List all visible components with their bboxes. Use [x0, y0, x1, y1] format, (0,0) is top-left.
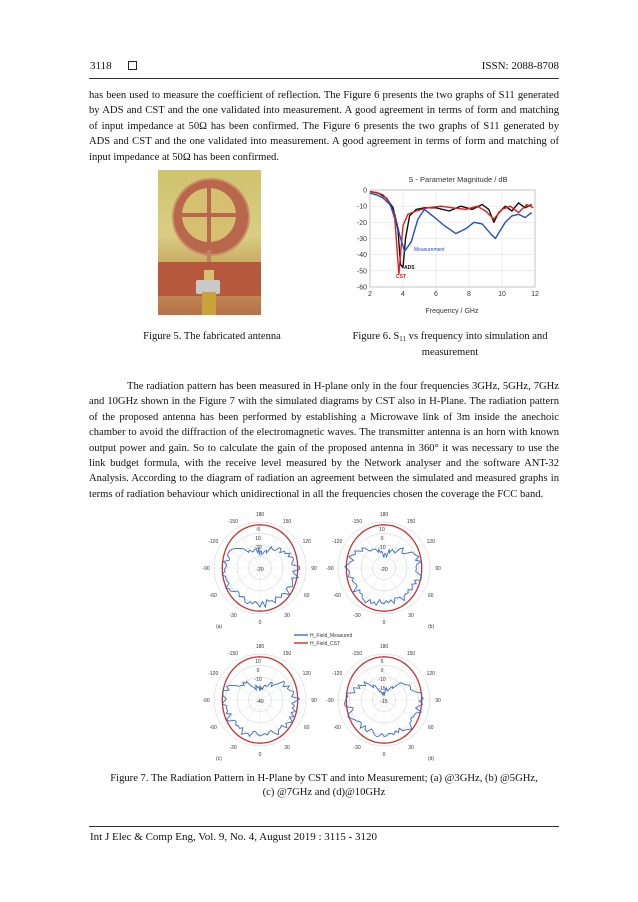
polar-angle-label: 30 [408, 612, 414, 619]
polar-angle-label: 120 [426, 671, 435, 677]
page-number: 3118 [90, 60, 112, 72]
figure-6-caption [340, 330, 560, 360]
polar-radial-tick: 0 [380, 668, 384, 675]
polar-angle-label: -90 [326, 566, 334, 572]
polar-angle-label: 150 [282, 519, 292, 526]
polar-angle-label: -90 [202, 566, 210, 572]
y-tick-label: -10 [356, 203, 367, 211]
polar-angle-label: 60 [303, 725, 310, 731]
polar-angle-label: -150 [351, 519, 363, 526]
polar-radial-tick: -10 [378, 545, 386, 552]
issn: ISSN: 2088-8708 [481, 60, 559, 72]
polar-angle-label: 180 [379, 512, 389, 518]
polar-radial-tick: -10 [378, 677, 386, 684]
radiation-pattern-figure [198, 512, 446, 764]
polar-angle-label: 60 [427, 725, 434, 731]
polar-angle-label: -30 [353, 744, 361, 751]
y-tick-label: -60 [356, 284, 367, 292]
polar-angle-label: 0 [382, 752, 386, 758]
figure-7-caption-line-2: (c) @7GHz and (d)@10GHz [262, 787, 386, 798]
paragraph-2: The radiation pattern has been measured in H-plane only in the four frequencies 3GHz, 5GHz, 7GHz and 10GHz shown in the Figure 7 with the simulated diagrams by CST also in H-Plane. The radiation pattern of the proposed antenna has been performed by establishing a Microwave link of 3m inside the anechoic chamber to avoid the diffraction of the electromagnetic waves. The transmitter antenna is an horn with known output power and gain. So to calculate the gain of the proposed antenna in 360° it was necessary to use the link budget formula, with the receive level measured by the Network analyser and the software ANT-32 Analysis. According to the diagram of radiation an agreement between the simulated and measured graphs in terms of radiation behaviour which unidirectional in all the frequencies chosen the coverage the FCC band. [89, 381, 559, 500]
polar-panel-label: (b) [428, 624, 435, 630]
polar-center-tick: -15 [380, 699, 388, 705]
polar-angle-label: -120 [332, 671, 343, 677]
x-tick-label: 2 [368, 291, 372, 298]
polar-angle-label: 0 [258, 752, 262, 758]
polar-angle-label: -30 [353, 612, 361, 619]
annotation-ads: ADS [404, 265, 415, 271]
polar-radial-tick: -5 [255, 527, 261, 534]
polar-angle-label: 30 [408, 744, 414, 751]
polar-angle-label: -30 [229, 612, 237, 619]
x-axis-label: Frequency / GHz [425, 308, 479, 315]
x-tick-label: 4 [401, 291, 405, 298]
chart-title: S - Parameter Magnitude / dB [408, 175, 508, 184]
figure-7-caption-line-1: Figure 7. The Radiation Pattern in H-Plane by CST and into Measurement; (a) @3GHz, (b) @5GHz, [110, 773, 538, 784]
polar-radial-tick: -20 [254, 545, 262, 552]
polar-radial-tick: 10 [255, 659, 261, 666]
legend-measured: H_Field_Measured [310, 633, 353, 639]
polar-angle-label: 120 [302, 671, 311, 677]
polar-angle-label: -60 [333, 593, 341, 599]
polar-radial-tick: 5 [380, 659, 384, 666]
footer-citation: Int J Elec & Comp Eng, Vol. 9, No. 4, August 2019 : 3115 - 3120 [90, 831, 378, 843]
polar-angle-label: 150 [282, 651, 292, 658]
polar-angle-label: 60 [427, 593, 434, 599]
polar-radial-tick: 10 [379, 527, 385, 534]
x-tick-label: 10 [498, 291, 506, 298]
polar-angle-label: -60 [209, 593, 217, 599]
polar-angle-label: -150 [351, 651, 363, 658]
y-tick-label: -40 [356, 252, 367, 260]
polar-angle-label: -150 [227, 651, 239, 658]
header-square-icon [128, 61, 137, 70]
polar-radial-tick: -10 [254, 677, 262, 684]
s11-chart [340, 170, 560, 320]
y-tick-label: -30 [356, 236, 367, 243]
figure-6-caption-post: vs frequency into simulation and measurement [406, 331, 548, 358]
polar-angle-label: 90 [311, 566, 317, 572]
polar-angle-label: 150 [406, 519, 416, 526]
polar-radial-tick: 10 [255, 536, 261, 543]
polar-angle-label: 120 [426, 539, 435, 545]
figure-5-caption: Figure 5. The fabricated antenna [143, 331, 281, 342]
polar-angle-label: -90 [202, 698, 210, 704]
polar-angle-label: -120 [332, 539, 343, 545]
polar-angle-label: -90 [326, 698, 334, 704]
polar-center-tick: -20 [380, 567, 388, 573]
polar-angle-label: 180 [379, 644, 389, 650]
polar-angle-label: 0 [258, 620, 262, 626]
polar-angle-label: 0 [382, 620, 386, 626]
polar-radial-tick: 0 [380, 536, 384, 543]
figure-6-caption-pre: Figure 6. S [352, 331, 400, 342]
footer-rule [89, 826, 559, 827]
polar-angle-label: -120 [208, 539, 219, 545]
polar-angle-label: 30 [284, 612, 290, 619]
polar-center-tick: -40 [256, 699, 264, 705]
polar-panel-label: (c) [216, 756, 222, 762]
polar-radial-tick: -15 [378, 686, 386, 693]
polar-panel-label: (a) [216, 624, 223, 630]
paragraph-1: has been used to measure the coefficient of reflection. The Figure 6 presents the two graphs of S11 generated by ADS and CST and the one validated into measurement. A good agreement in terms of form and matching of input impedance at 50Ω has been confirmed. The Figure 6 presents the two graphs of S11 generated by ADS and CST and the one validated into measurement. A good agreement in terms of form and matching of input impedance at 50Ω has been confirmed. [89, 90, 559, 163]
x-tick-label: 12 [531, 291, 539, 298]
polar-angle-label: 60 [303, 593, 310, 599]
annotation-measurement: Measurement [414, 247, 445, 253]
polar-angle-label: 120 [302, 539, 311, 545]
polar-angle-label: -60 [333, 725, 341, 731]
polar-angle-label: -150 [227, 519, 239, 526]
polar-angle-label: 30 [284, 744, 290, 751]
polar-angle-label: 90 [435, 566, 441, 572]
fabricated-antenna-photo [158, 170, 261, 315]
polar-angle-label: -120 [208, 671, 219, 677]
legend-cst: H_Field_CST [310, 641, 341, 647]
x-tick-labels [368, 291, 539, 298]
x-tick-label: 8 [467, 291, 471, 298]
figure-6-caption-sub: 11 [399, 335, 407, 343]
polar-radial-tick: 0 [256, 668, 260, 675]
polar-angle-label: -60 [209, 725, 217, 731]
y-tick-labels [357, 188, 367, 292]
polar-angle-label: 180 [255, 512, 265, 518]
polar-panel-label: (d) [428, 756, 435, 762]
y-tick-label: 0 [363, 187, 367, 195]
polar-angle-label: -30 [229, 744, 237, 751]
polar-angle-label: 150 [406, 651, 416, 658]
header-rule [89, 78, 559, 79]
polar-center-tick: -20 [256, 567, 264, 573]
polar-angle-label: 90 [311, 698, 317, 704]
x-tick-label: 6 [434, 291, 438, 298]
annotation-cst: CST [396, 274, 406, 280]
polar-angle-label: 90 [435, 698, 441, 704]
polar-angle-label: 180 [255, 644, 265, 650]
y-tick-label: -50 [356, 268, 367, 276]
y-tick-label: -20 [356, 219, 367, 227]
